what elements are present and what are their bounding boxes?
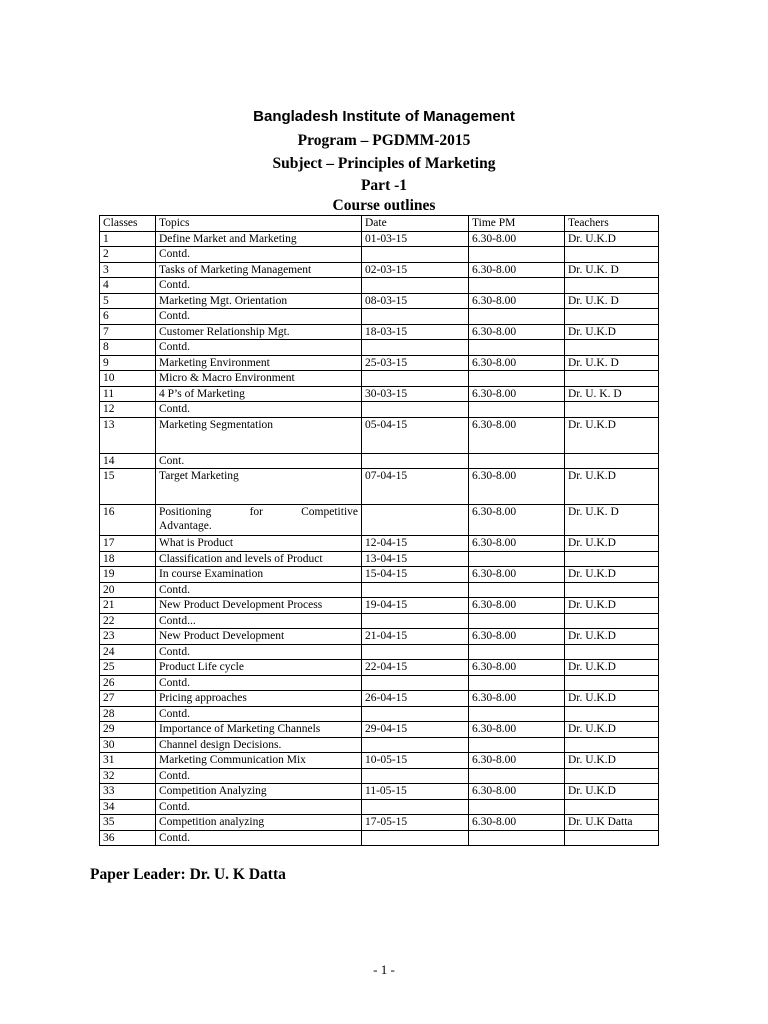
cell-teacher [565,675,659,691]
cell-teacher [565,247,659,263]
cell-time [469,340,565,356]
cell-topic: Micro & Macro Environment [156,371,362,387]
table-row [100,582,659,598]
table-row [100,598,659,614]
cell-class: 20 [100,582,156,598]
cell-date [362,278,469,294]
cell-teacher: Dr. U.K. D [565,293,659,309]
cell-class: 13 [100,417,156,453]
cell-time [469,675,565,691]
cell-topic: Contd. [156,799,362,815]
cell-class: 19 [100,567,156,583]
cell-time: 6.30-8.00 [469,815,565,831]
cell-date [362,706,469,722]
cell-teacher [565,830,659,846]
cell-time [469,551,565,567]
table-row [100,231,659,247]
cell-date: 21-04-15 [362,629,469,645]
cell-time [469,247,565,263]
cell-time [469,768,565,784]
cell-teacher [565,551,659,567]
cell-class: 27 [100,691,156,707]
cell-teacher: Dr. U.K.D [565,691,659,707]
cell-teacher: Dr. U.K.D [565,567,659,583]
cell-time: 6.30-8.00 [469,629,565,645]
cell-class: 2 [100,247,156,263]
cell-date: 15-04-15 [362,567,469,583]
cell-teacher: Dr. U.K.D [565,722,659,738]
cell-teacher: Dr. U.K.D [565,598,659,614]
cell-class: 32 [100,768,156,784]
cell-time [469,737,565,753]
cell-topic: Contd. [156,340,362,356]
cell-topic: Contd. [156,402,362,418]
cell-date: 01-03-15 [362,231,469,247]
cell-time: 6.30-8.00 [469,231,565,247]
cell-teacher: Dr. U.K.D [565,753,659,769]
course-outline-title: Course outlines [332,197,436,214]
cell-class: 4 [100,278,156,294]
cell-date: 29-04-15 [362,722,469,738]
cell-time: 6.30-8.00 [469,293,565,309]
cell-class: 16 [100,505,156,536]
cell-class: 3 [100,262,156,278]
cell-class: 36 [100,830,156,846]
cell-time: 6.30-8.00 [469,262,565,278]
topic-line: Advantage. [159,520,212,532]
table-row [100,691,659,707]
cell-date: 18-03-15 [362,324,469,340]
cell-date: 02-03-15 [362,262,469,278]
cell-time: 6.30-8.00 [469,324,565,340]
cell-topic: Marketing Environment [156,355,362,371]
cell-topic: Classification and levels of Product [156,551,362,567]
cell-time: 6.30-8.00 [469,469,565,505]
cell-topic: Competition Analyzing [156,784,362,800]
cell-date [362,247,469,263]
cell-teacher [565,278,659,294]
cell-topic: Contd. [156,768,362,784]
cell-class: 17 [100,536,156,552]
cell-date: 07-04-15 [362,469,469,505]
cell-class: 31 [100,753,156,769]
program-title: Program – PGDMM-2015 [297,132,471,149]
table-row [100,293,659,309]
cell-time: 6.30-8.00 [469,355,565,371]
cell-class: 12 [100,402,156,418]
cell-teacher: Dr. U. K. D [565,386,659,402]
cell-class: 34 [100,799,156,815]
cell-time: 6.30-8.00 [469,660,565,676]
cell-class: 7 [100,324,156,340]
cell-time: 6.30-8.00 [469,691,565,707]
cell-topic: Contd. [156,582,362,598]
cell-date: 10-05-15 [362,753,469,769]
cell-teacher [565,706,659,722]
cell-time [469,309,565,325]
cell-time [469,644,565,660]
cell-time [469,706,565,722]
table-row [100,262,659,278]
column-header-date: Date [362,216,469,232]
table-row [100,784,659,800]
cell-class: 11 [100,386,156,402]
table-body [100,231,659,846]
table-row [100,505,659,536]
cell-date [362,309,469,325]
cell-time [469,613,565,629]
table-row [100,469,659,505]
cell-class: 29 [100,722,156,738]
cell-time: 6.30-8.00 [469,536,565,552]
cell-date [362,505,469,536]
cell-date: 08-03-15 [362,293,469,309]
table-row [100,386,659,402]
cell-date [362,644,469,660]
table-row [100,309,659,325]
cell-teacher: Dr. U.K. D [565,262,659,278]
table-row [100,799,659,815]
cell-date: 13-04-15 [362,551,469,567]
cell-date: 22-04-15 [362,660,469,676]
cell-topic: Contd. [156,247,362,263]
cell-teacher: Dr. U.K Datta [565,815,659,831]
table-row [100,675,659,691]
cell-date [362,799,469,815]
cell-date [362,613,469,629]
table-row [100,753,659,769]
table-row [100,737,659,753]
cell-topic: 4 P’s of Marketing [156,386,362,402]
cell-date: 05-04-15 [362,417,469,453]
cell-class: 24 [100,644,156,660]
page-number: - 1 - [373,962,395,977]
table-row [100,567,659,583]
subject-title: Subject – Principles of Marketing [272,155,496,172]
institute-name: Bangladesh Institute of Management [253,108,515,125]
cell-class: 21 [100,598,156,614]
cell-time [469,799,565,815]
cell-teacher [565,309,659,325]
cell-class: 30 [100,737,156,753]
cell-time [469,278,565,294]
cell-date [362,453,469,469]
cell-date: 12-04-15 [362,536,469,552]
cell-teacher: Dr. U.K.D [565,324,659,340]
cell-topic: Customer Relationship Mgt. [156,324,362,340]
cell-class: 1 [100,231,156,247]
cell-time: 6.30-8.00 [469,417,565,453]
table-row [100,815,659,831]
table-header-row [100,216,659,232]
cell-date: 19-04-15 [362,598,469,614]
cell-class: 25 [100,660,156,676]
cell-time [469,453,565,469]
cell-teacher [565,768,659,784]
table-row [100,830,659,846]
table-row [100,355,659,371]
part-title: Part -1 [360,177,408,194]
cell-time: 6.30-8.00 [469,722,565,738]
cell-topic: What is Product [156,536,362,552]
table-row [100,402,659,418]
cell-teacher [565,613,659,629]
cell-teacher: Dr. U.K.D [565,536,659,552]
cell-teacher [565,340,659,356]
cell-date [362,830,469,846]
cell-topic [156,505,362,536]
column-header-time: Time PM [469,216,565,232]
cell-class: 26 [100,675,156,691]
cell-teacher [565,371,659,387]
cell-date [362,737,469,753]
cell-date [362,582,469,598]
cell-class: 23 [100,629,156,645]
cell-teacher: Dr. U.K. D [565,355,659,371]
cell-topic: Contd. [156,675,362,691]
cell-class: 5 [100,293,156,309]
table-row [100,629,659,645]
cell-class: 18 [100,551,156,567]
cell-topic: Contd. [156,830,362,846]
cell-topic: In course Examination [156,567,362,583]
cell-topic: Define Market and Marketing [156,231,362,247]
cell-date: 11-05-15 [362,784,469,800]
cell-teacher: Dr. U.K.D [565,469,659,505]
cell-teacher: Dr. U.K.D [565,629,659,645]
cell-time [469,402,565,418]
cell-teacher: Dr. U.K.D [565,417,659,453]
cell-topic: Cont. [156,453,362,469]
cell-teacher: Dr. U.K.D [565,784,659,800]
cell-teacher: Dr. U.K.D [565,231,659,247]
cell-class: 28 [100,706,156,722]
cell-topic: Contd. [156,644,362,660]
table-row [100,417,659,453]
cell-class: 6 [100,309,156,325]
cell-date [362,675,469,691]
cell-topic: Contd... [156,613,362,629]
cell-topic: Target Marketing [156,469,362,505]
cell-topic: Product Life cycle [156,660,362,676]
cell-class: 35 [100,815,156,831]
cell-time: 6.30-8.00 [469,784,565,800]
cell-date [362,768,469,784]
topic-line: Positioning for Competitive [159,506,358,518]
cell-topic: Contd. [156,706,362,722]
cell-teacher [565,737,659,753]
table-row [100,324,659,340]
cell-topic: Marketing Segmentation [156,417,362,453]
table-row [100,278,659,294]
cell-topic: Marketing Mgt. Orientation [156,293,362,309]
table-row [100,660,659,676]
cell-time: 6.30-8.00 [469,567,565,583]
table-row [100,613,659,629]
cell-date [362,402,469,418]
cell-date [362,340,469,356]
table-row [100,247,659,263]
cell-class: 9 [100,355,156,371]
cell-topic: Tasks of Marketing Management [156,262,362,278]
cell-topic: Pricing approaches [156,691,362,707]
cell-topic: Importance of Marketing Channels [156,722,362,738]
cell-class: 22 [100,613,156,629]
cell-time [469,582,565,598]
cell-teacher [565,453,659,469]
table-row [100,536,659,552]
cell-teacher [565,582,659,598]
cell-teacher: Dr. U.K.D [565,660,659,676]
table-row [100,453,659,469]
cell-time [469,830,565,846]
cell-topic: Contd. [156,309,362,325]
table-row [100,371,659,387]
column-header-classes: Classes [100,216,156,232]
cell-date [362,371,469,387]
cell-topic: Contd. [156,278,362,294]
cell-date: 17-05-15 [362,815,469,831]
table-row [100,340,659,356]
cell-topic: New Product Development [156,629,362,645]
cell-class: 14 [100,453,156,469]
cell-date: 25-03-15 [362,355,469,371]
cell-date: 26-04-15 [362,691,469,707]
cell-teacher [565,799,659,815]
table-row [100,706,659,722]
paper-leader: Paper Leader: Dr. U. K Datta [90,866,286,883]
cell-time: 6.30-8.00 [469,753,565,769]
table-row [100,551,659,567]
cell-topic: Channel design Decisions. [156,737,362,753]
cell-teacher [565,402,659,418]
cell-class: 15 [100,469,156,505]
cell-teacher: Dr. U.K. D [565,505,659,536]
cell-topic: New Product Development Process [156,598,362,614]
table-row [100,768,659,784]
column-header-teachers: Teachers [565,216,659,232]
cell-time: 6.30-8.00 [469,598,565,614]
cell-time [469,371,565,387]
cell-topic: Marketing Communication Mix [156,753,362,769]
cell-date: 30-03-15 [362,386,469,402]
cell-class: 8 [100,340,156,356]
table-row [100,722,659,738]
table-row [100,644,659,660]
cell-time: 6.30-8.00 [469,386,565,402]
course-outline-table [99,215,659,846]
cell-topic: Competition analyzing [156,815,362,831]
cell-time: 6.30-8.00 [469,505,565,536]
column-header-topics: Topics [156,216,362,232]
cell-class: 10 [100,371,156,387]
cell-teacher [565,644,659,660]
cell-class: 33 [100,784,156,800]
